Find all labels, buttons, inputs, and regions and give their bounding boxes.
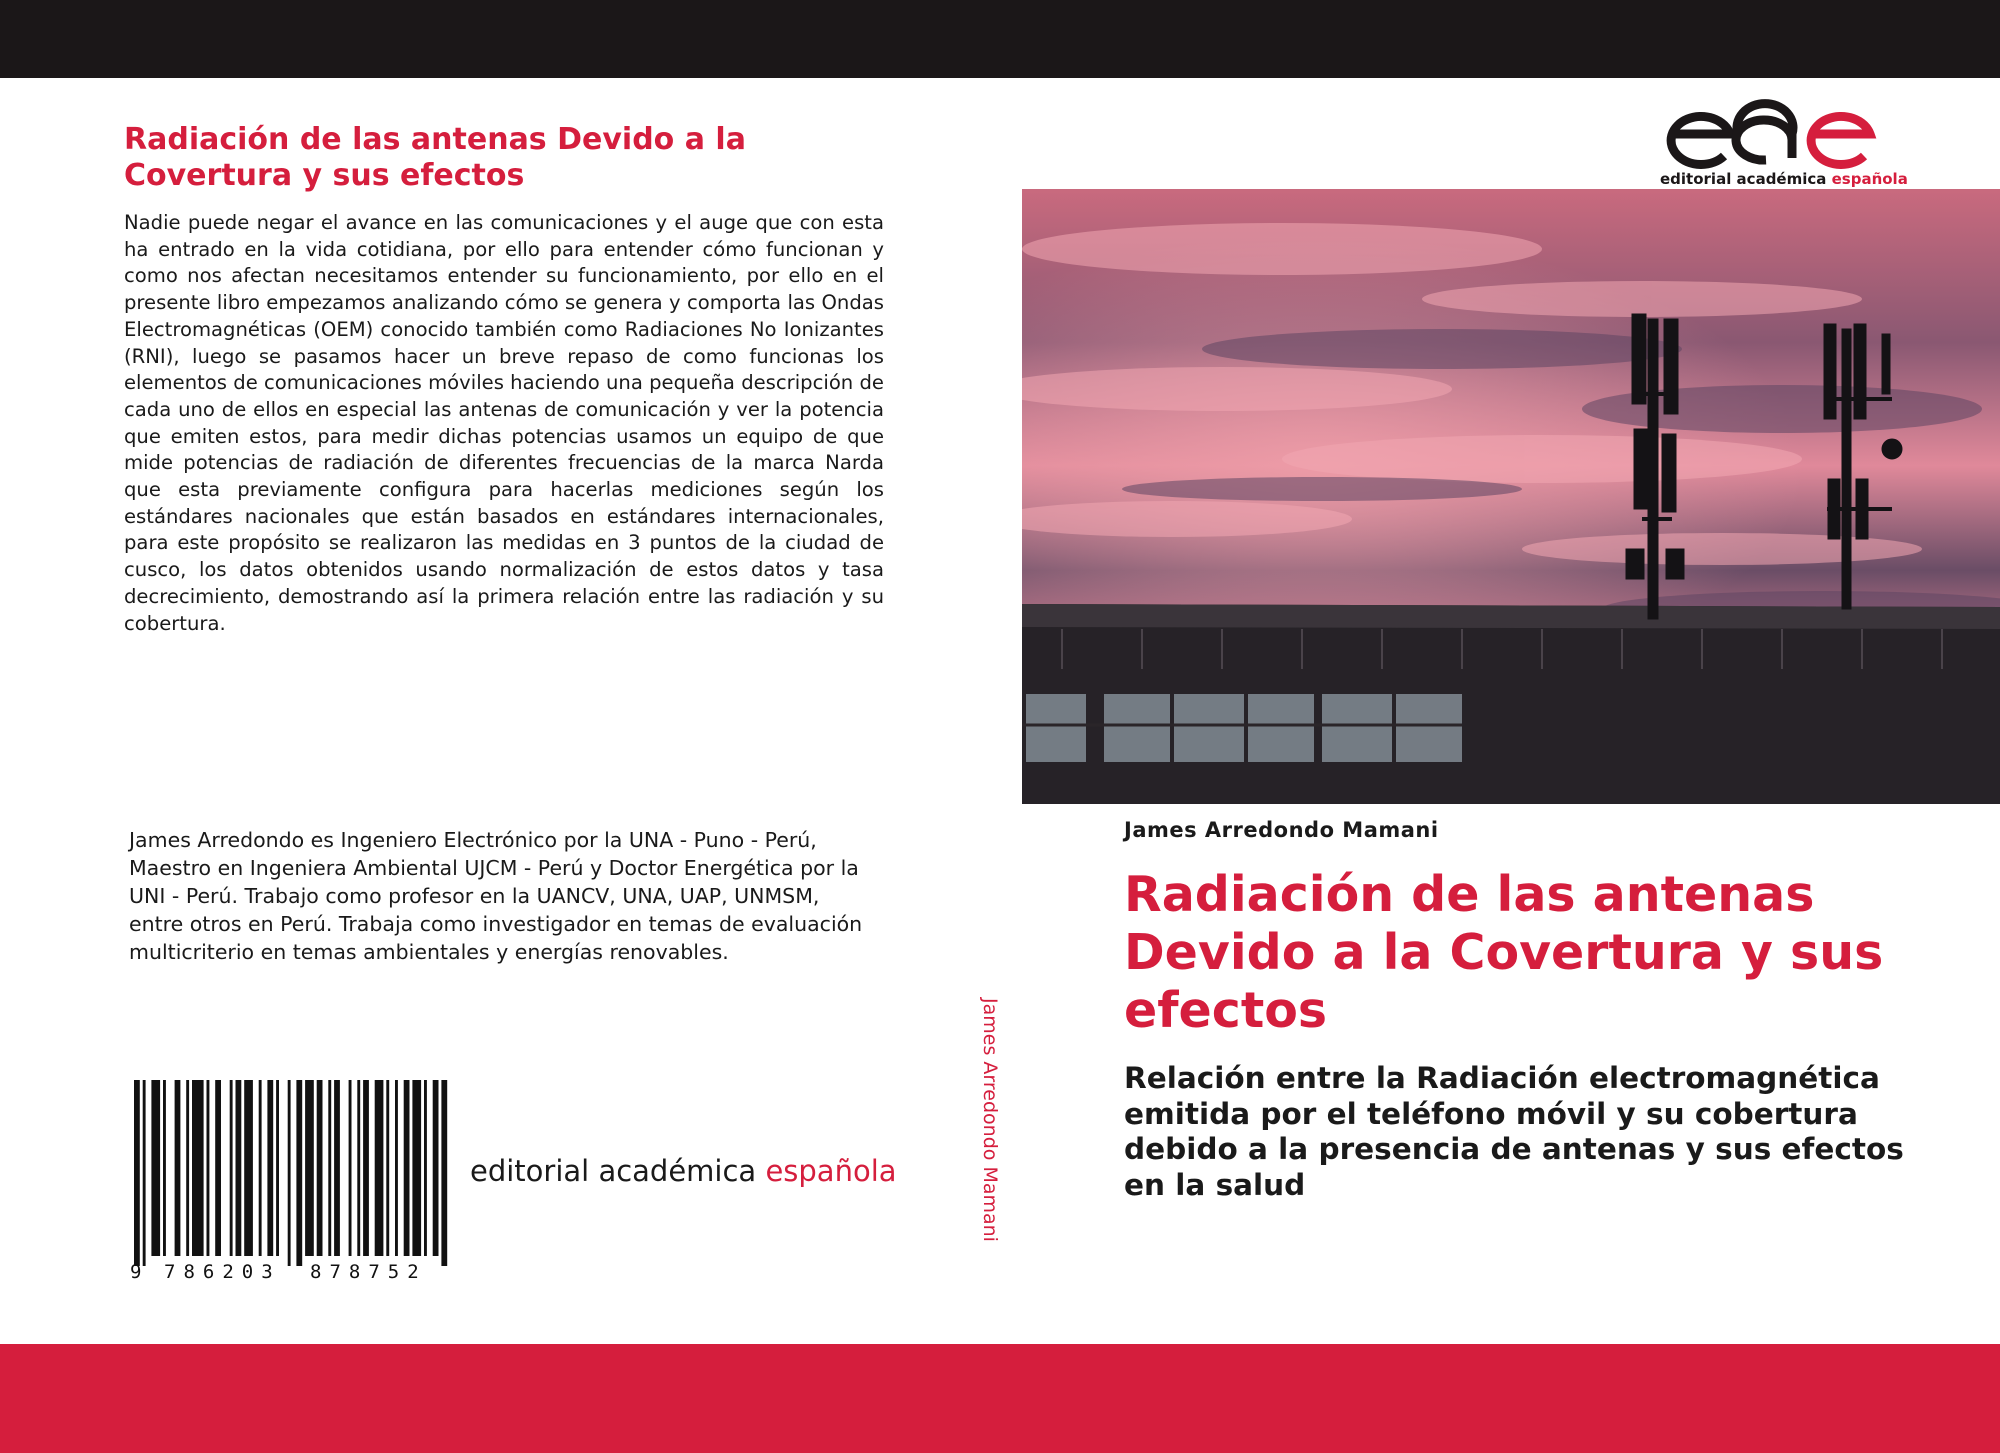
isbn-digits-left: 786203 [164,1261,281,1280]
back-cover-title: Radiación de las antenas Devido a la Covertura y sus efectos [124,122,746,193]
logo-tagline [1660,170,1908,188]
back-imprint [470,1154,897,1188]
isbn-digits-right: 878752 [310,1261,427,1280]
front-subtitle: Relación entre la Radiación electromagnética emitida por el teléfono móvil y su cobertura debido a la presencia de antenas y sus efectos en la salud [1124,1061,1904,1202]
isbn-barcode-icon [126,1080,456,1280]
cover-photo [1022,189,2000,804]
top-band [0,0,2000,78]
spine-author: James Arredondo Mamani [979,998,1001,1242]
front-author: James Arredondo Mamani [1124,818,1439,842]
author-bio: James Arredondo es Ingeniero Electrónico por la UNA - Puno - Perú, Maestro en Ingeniera Ambiental UJCM - Perú y Doctor Energética por la UNI - Perú. Trabajo como profesor en la UANCV, UNA, UAP, UNMSM, entre otros en Perú. Trabaja como investigador en temas de evaluación multicriterio en temas ambientales y energías renovables. [129,828,863,964]
imprint-accent: española [765,1154,897,1188]
front-title: Radiación de las antenas Devido a la Covertura y sus efectos [1124,866,1884,1039]
logo-tagline-main: editorial académica [1660,170,1832,188]
bottom-band [0,1344,2000,1453]
isbn-digit-prefix: 9 [130,1261,142,1280]
imprint-main: editorial académica [470,1154,766,1188]
back-cover-blurb: Nadie puede negar el avance en las comunicaciones y el auge que con esta ha entrado en la vida cotidiana, por ello para entender cómo funcionan y como nos afectan necesitamos entender su funcionamiento, por ello en el presente libro empezamos analizando cómo se genera y comporta las Ondas Electromagnéticas (OEM) conocido también como Radiaciones No Ionizantes (RNI), luego se pasamos hacer un breve repaso de como funcionas los elementos de comunicaciones móviles haciendo una pequeña descripción de cada uno de ellos en especial las antenas de comunicación y ver la potencia que emiten estos, para medir dichas potencias usamos un equipo de que mide potencias de radiación de diferentes frecuencias de la marca Narda que esta previamente configura para hacerlas mediciones según los estándares nacionales que están basados en estándares internacionales, para este propósito se realizaron las medidas en 3 puntos de la ciudad de cusco, los datos obtenidos usando normalización de estos datos y tasa decrecimiento, demostrando así la primera relación entre las radiación y su cobertura. [124,211,884,635]
logo-tagline-accent: española [1831,170,1908,188]
